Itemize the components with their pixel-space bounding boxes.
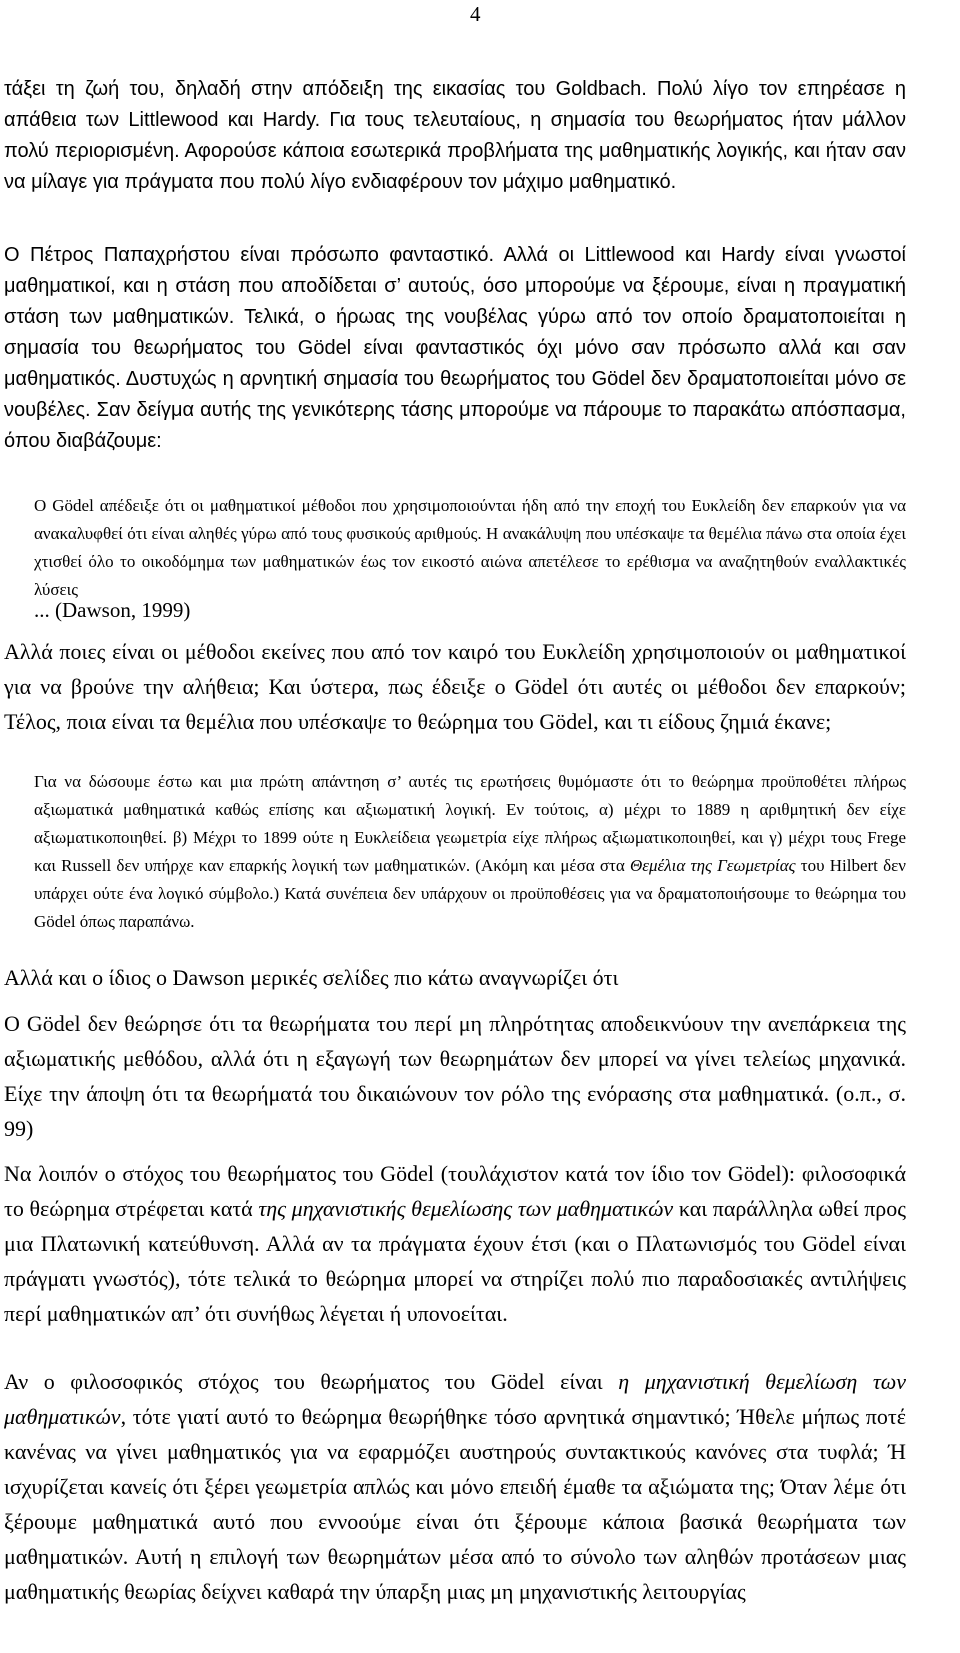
paragraph-target bbox=[4, 1156, 906, 1331]
note-axiomatic-before: Για να δώσουμε έστω και μια πρώτη απάντηση σ’ αυτές τις ερωτήσεις θυμόμαστε ότι το θεώρημα προϋποθέτει πλήρως αξιωματικά μαθηματικά καθώς επίσης και αξιωματική λογική. Εν τούτοις, α) μέχρι το 1889 η αριθμητική δεν είχε αξιωματικοποιηθεί. β) Μέχρι το 1899 ούτε η Ευκλείδεια γεωμετρία είχε πλήρως αξιωματικοποιηθεί, και γ) μέχρι τους Frege και Russell δεν υπήρχε καν επαρκής λογική των μαθηματικών. (Ακόμη και μέσα στα bbox=[34, 772, 906, 875]
paragraph-target-after: και παράλληλα ωθεί προς μια Πλατωνική κατεύθυνση. Αλλά αν τα πράγματα έχουν έτσι (και ο Πλατωνισμός του Gödel είναι πράγματι γνωστός), τότε τελικά το θεώρημα μπορεί να στηρίζει πολύ πιο παραδοσιακές αντιλήψεις περί μαθηματικών απ’ ότι συνήθως λέγεται ή υπονοείται. bbox=[4, 1196, 907, 1326]
paragraph-questions: Αλλά ποιες είναι οι μέθοδοι εκείνες που από τον καιρό του Ευκλείδη χρησιμοποιούν οι μαθηματικοί για να βρούνε την αλήθεια; Και ύστερα, πως έδειξε ο Gödel ότι αυτές οι μέθοδοι δεν επαρκούν; Τέλος, ποια είναι τα θεμέλια που υπέσκαψε το θεώρημα του Gödel, και τι είδους ζημιά έκανε; bbox=[4, 639, 906, 734]
paragraph-philosophical-italic: η μηχανιστική θεμελίωση των μαθηματικών bbox=[4, 1369, 906, 1429]
quote-dawson-1999 bbox=[34, 492, 906, 622]
paragraph-goldbach: τάξει τη ζωή του, δηλαδή στην απόδειξη της εικασίας του Goldbach. Πολύ λίγο τον επηρέασε η απάθεια των Littlewood και Hardy. Για τους τελευταίους, η σημασία του θεωρήματος ήταν μάλλον πολύ περιορισμένη. Αφορούσε κάποια εσωτερικά προβλήματα της μαθηματικής λογικής, και ήταν σαν να μίλαγε για πράγματα που πολύ λίγο ενδιαφέρουν τον μάχιμο μαθηματικό. bbox=[4, 78, 907, 193]
note-axiomatic-title: Θεμέλια της Γεωμετρίας bbox=[630, 856, 796, 875]
paragraph-petros: Ο Πέτρος Παπαχρήστου είναι πρόσωπο φανταστικό. Αλλά οι Littlewood και Hardy είναι γνωστοί μαθηματικοί, και η στάση που αποδίδεται σ’ αυτούς, όσο μπορούμε να ξέρουμε, είναι η πραγματική στάση των μαθηματικών. Τελικά, ο ήρωας της νουβέλας γύρω από τον οποίο δραματοποιείται η σημασία του θεωρήματος του Gödel είναι φανταστικός όχι μόνο σαν πρόσωπο αλλά και σαν μαθηματικός. Δυστυχώς η αρνητική σημασία του θεωρήματος του Gödel δεν δραματοποιείται μόνο σε νουβέλες. Σαν δείγμα αυτής της γενικότερης τάσης μπορούμε να πάρουμε το παρακάτω απόσπασμα, όπου διαβάζουμε: bbox=[4, 244, 906, 452]
quote-dawson-citation: ... (Dawson, 1999) bbox=[34, 598, 191, 622]
paragraph-target-before: Να λοιπόν ο στόχος του θεωρήματος του Gödel (τουλάχιστον κατά τον ίδιο τον Gödel): φιλοσοφικά το θεώρημα στρέφεται κατά bbox=[4, 1161, 906, 1221]
intro-line-dawson: Αλλά και ο ίδιος ο Dawson μερικές σελίδες πιο κάτω αναγνωρίζει ότι bbox=[4, 965, 619, 990]
paragraph-target-italic: της μηχανιστικής θεμελίωσης των μαθηματικών bbox=[258, 1196, 674, 1221]
note-axiomatic bbox=[34, 768, 906, 936]
paragraph-philosophical-before: Αν ο φιλοσοφικός στόχος του θεωρήματος του Gödel είναι bbox=[4, 1369, 619, 1394]
paragraph-philosophical-after: , τότε γιατί αυτό το θεώρημα θεωρήθηκε τόσο αρνητικά σημαντικό; Ήθελε μήπως ποτέ κανένας να γίνει μαθηματικός για να εφαρμόζει αυστηρούς συντακτικούς κανόνες στα τυφλά; Ή ισχυρίζεται κανείς ότι ξέρει γεωμετρία απλώς και μόνο επειδή έμαθε τα αξιώματα της; Όταν λέμε ότι ξέρουμε μαθηματικά αυτό που εννοούμε είναι ότι ξέρουμε κάποια βασικά θεωρήματα των μαθηματικών. Αυτή η επιλογή των θεωρημάτων μέσα από το σύνολο των αληθών προτάσεων μιας μαθηματικής θεωρίας δείχνει καθαρά την ύπαρξη μιας μη μηχανιστικής λειτουργίας bbox=[4, 1404, 906, 1604]
paragraph-philosophical-target bbox=[4, 1364, 906, 1609]
note-axiomatic-after: του Hilbert δεν υπάρχει ούτε ένα λογικό σύμβολο.) Κατά συνέπεια δεν υπάρχουν οι προϋποθέσεις για να δραματοποιήσουμε το θεώρημα του Gödel όπως παραπάνω. bbox=[34, 856, 906, 931]
quote-dawson-text: Ο Gödel απέδειξε ότι οι μαθηματικοί μέθοδοι που χρησιμοποιούνται ήδη από την εποχή του Ευκλείδη δεν επαρκούν για να ανακαλυφθεί ότι είναι αληθές γύρω από τους φυσικούς αριθμούς. Η ανακάλυψη που υπέσκαψε τα θεμέλια πάνω στα οποία έχει χτισθεί όλο το οικοδόμημα των μαθηματικών έως τον εικοστό αιώνα απετέλεσε το ερέθισμα να αναζητηθούν εναλλακτικές λύσεις bbox=[34, 496, 906, 599]
page-number: 4 bbox=[470, 2, 481, 26]
quote-godel-view: Ο Gödel δεν θεώρησε ότι τα θεωρήματα του περί μη πληρότητας αποδεικνύουν την ανεπάρκεια της αξιωματικής μεθόδου, αλλά ότι η εξαγωγή των θεωρημάτων δεν μπορεί να γίνει τελείως μηχανικά. Είχε την άποψη ότι τα θεωρήματά του δικαιώνουν τον ρόλο της ενόρασης στα μαθηματικά. (ο.π., σ. 99) bbox=[4, 1011, 906, 1141]
